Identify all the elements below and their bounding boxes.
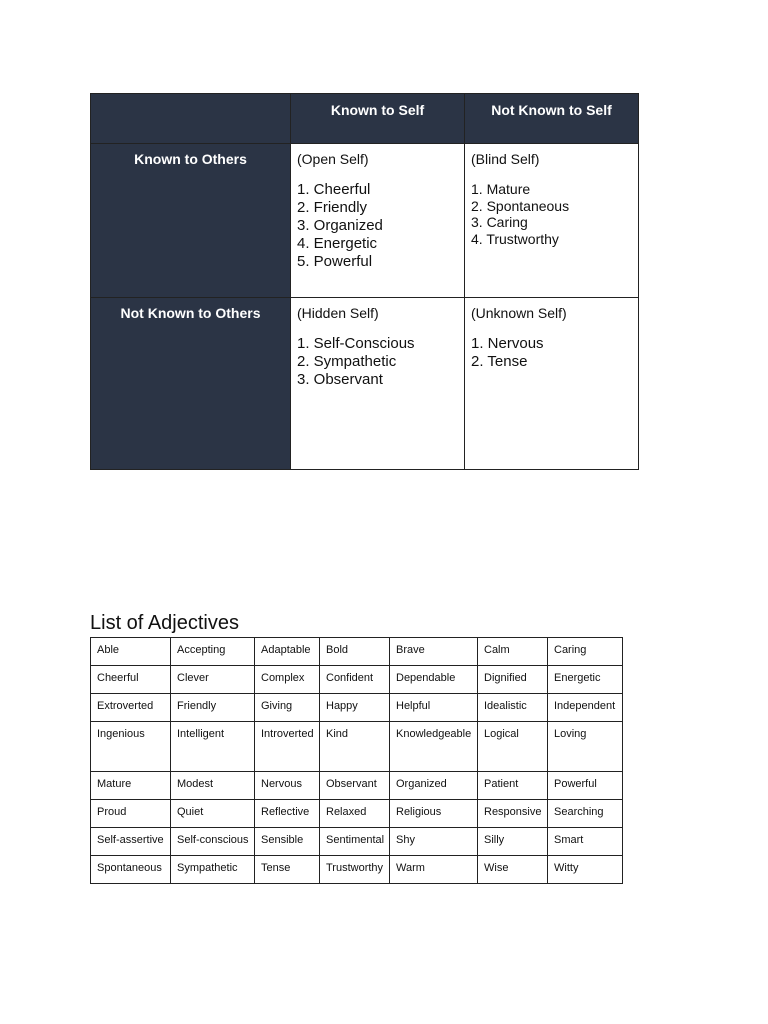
table-cell: Ingenious [91,722,171,772]
table-cell: Dependable [390,666,478,694]
table-cell: Sentimental [320,828,390,856]
table-cell: Patient [478,772,548,800]
table-cell: Kind [320,722,390,772]
table-cell: Introverted [255,722,320,772]
corner-cell [91,94,291,144]
list-item: 2. Friendly [297,199,368,217]
list-item: 2. Sympathetic [297,353,397,371]
table-cell: Clever [171,666,255,694]
list-item: 1. Self-Conscious [297,335,415,353]
table-cell: Helpful [390,694,478,722]
table-cell: Adaptable [255,638,320,666]
table-cell: Mature [91,772,171,800]
table-cell: Witty [548,856,623,884]
table-cell: Calm [478,638,548,666]
list-item: 1. Mature [471,181,531,198]
table-cell: Modest [171,772,255,800]
cell-title: (Blind Self) [471,151,540,168]
list-item: 2. Tense [471,353,528,371]
table-cell: Accepting [171,638,255,666]
table-cell: Able [91,638,171,666]
table-cell: Smart [548,828,623,856]
list-item: 4. Energetic [297,235,378,253]
blind-self-cell [465,144,639,298]
table-cell: Dignified [478,666,548,694]
table-cell: Bold [320,638,390,666]
table-cell: Relaxed [320,800,390,828]
list-item: 1. Nervous [471,335,544,353]
table-cell: Trustworthy [320,856,390,884]
table-cell: Religious [390,800,478,828]
table-cell: Wise [478,856,548,884]
list-item: 4. Trustworthy [471,230,559,247]
table-cell: Tense [255,856,320,884]
table-cell: Powerful [548,772,623,800]
table-cell: Silly [478,828,548,856]
table-row [91,638,623,666]
table-row [91,828,623,856]
row-header-known-to-others: Known to Others [91,144,291,298]
list-item: 3. Observant [297,371,383,389]
list-item: 3. Caring [471,214,528,231]
table-cell: Caring [548,638,623,666]
cell-title: (Hidden Self) [297,305,379,322]
table-cell: Searching [548,800,623,828]
table-cell: Organized [390,772,478,800]
table-cell: Idealistic [478,694,548,722]
table-cell: Warm [390,856,478,884]
table-cell: Knowledgeable [390,722,478,772]
table-cell: Spontaneous [91,856,171,884]
table-cell: Reflective [255,800,320,828]
cell-title: (Unknown Self) [471,305,567,322]
table-cell: Logical [478,722,548,772]
table-row [91,800,623,828]
table-cell: Friendly [171,694,255,722]
table-cell: Sensible [255,828,320,856]
johari-window-table [90,93,639,470]
table-cell: Shy [390,828,478,856]
table-row [91,694,623,722]
col-header-not-known-to-self: Not Known to Self [465,94,639,144]
table-row [91,856,623,884]
table-cell: Loving [548,722,623,772]
table-cell: Independent [548,694,623,722]
table-cell: Giving [255,694,320,722]
list-item: 1. Cheerful [297,181,371,199]
table-cell: Cheerful [91,666,171,694]
table-cell: Energetic [548,666,623,694]
list-item: 2. Spontaneous [471,197,570,214]
table-cell: Extroverted [91,694,171,722]
cell-title: (Open Self) [297,151,369,168]
list-item: 5. Powerful [297,253,373,271]
table-cell: Responsive [478,800,548,828]
open-self-cell [291,144,465,298]
table-cell: Brave [390,638,478,666]
table-cell: Proud [91,800,171,828]
table-cell: Happy [320,694,390,722]
table-cell: Nervous [255,772,320,800]
col-header-known-to-self: Known to Self [291,94,465,144]
list-item: 3. Organized [297,217,383,235]
adjectives-title: List of Adjectives [90,612,239,634]
table-row [91,772,623,800]
table-cell: Intelligent [171,722,255,772]
table-row [91,722,623,772]
adjectives-table [90,637,623,884]
unknown-self-cell [465,298,639,470]
table-cell: Self-assertive [91,828,171,856]
table-cell: Confident [320,666,390,694]
row-header-not-known-to-others: Not Known to Others [91,298,291,470]
table-row [91,666,623,694]
table-cell: Observant [320,772,390,800]
table-cell: Complex [255,666,320,694]
table-cell: Quiet [171,800,255,828]
table-cell: Self-conscious [171,828,255,856]
table-cell: Sympathetic [171,856,255,884]
hidden-self-cell [291,298,465,470]
